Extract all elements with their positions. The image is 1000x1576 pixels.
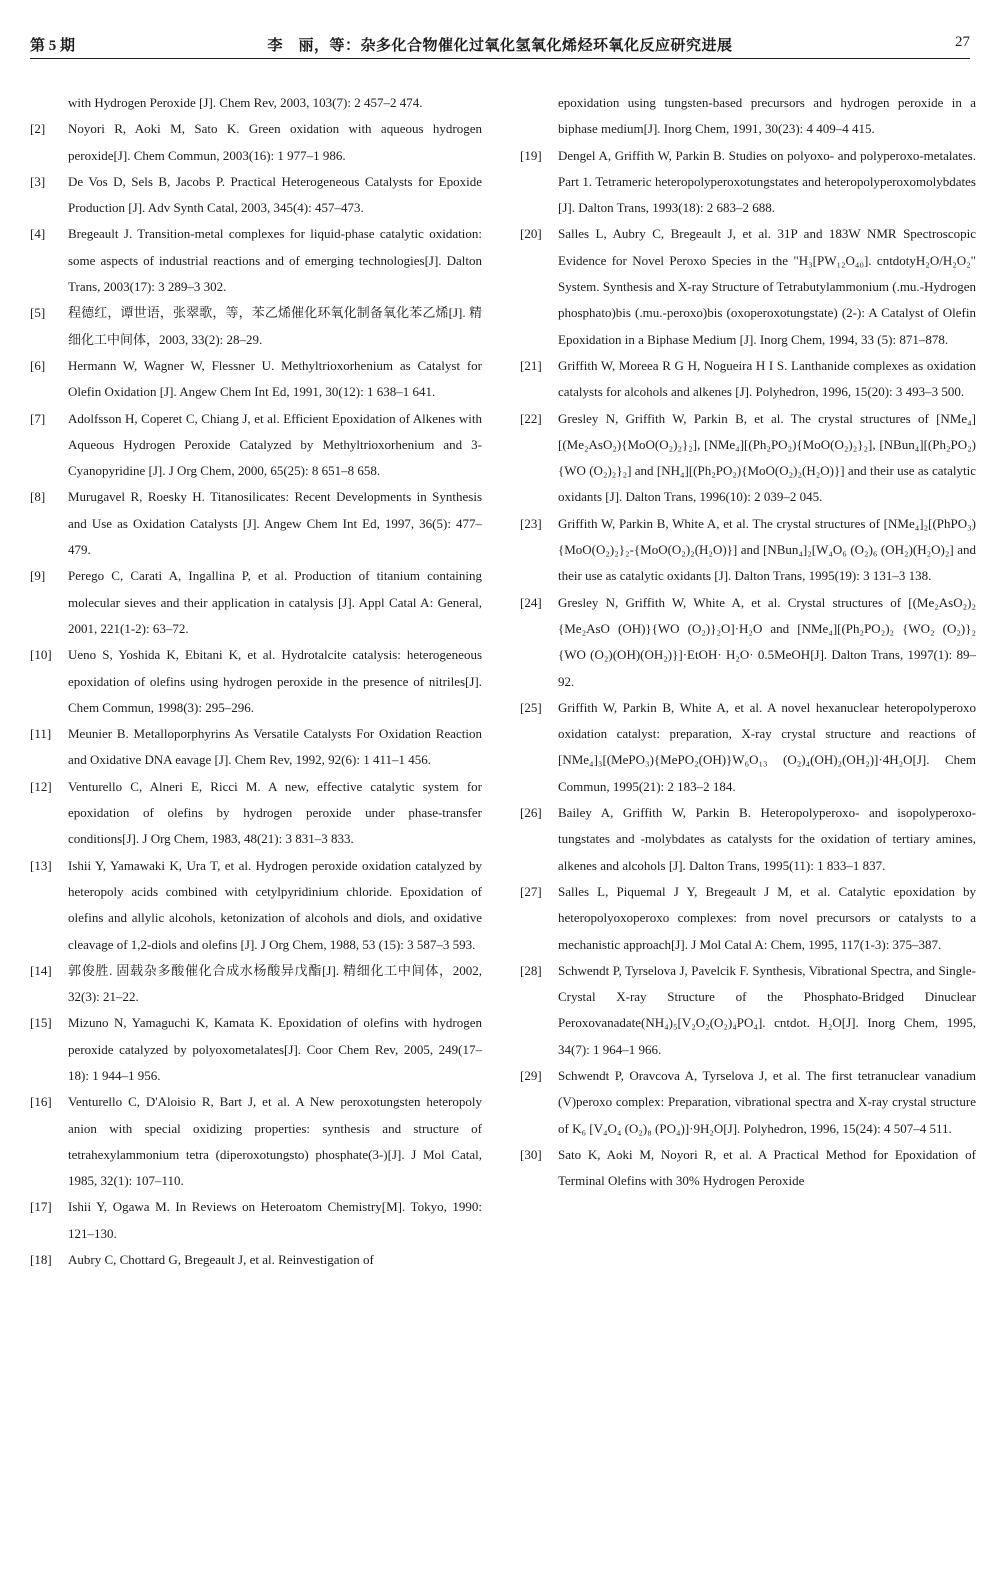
reference-entry <box>30 721 482 774</box>
reference-number: [7] <box>30 410 46 426</box>
running-header <box>30 28 970 59</box>
reference-text: Adolfsson H, Coperet C, Chiang J, et al. Efficient Epoxidation of Alkenes with Aqueous Hydrogen Peroxide Catalyzed by Methyltrioxorhenium and 3-Cyanopyridine [J]. J Org Chem, 2000, 65(25): 8 651–8 658. <box>68 410 482 479</box>
running-title: 李 丽，等：杂多化合物催化过氧化氢氧化烯烃环氧化反应研究进展 <box>267 38 733 54</box>
reference-entry <box>520 511 976 590</box>
reference-entry <box>30 406 482 485</box>
reference-number: [15] <box>30 1015 52 1031</box>
reference-entry <box>520 879 976 958</box>
reference-text: Ueno S, Yoshida K, Ebitani K, et al. Hydrotalcite catalysis: heterogeneous epoxidation of olefins using hydrogen peroxide in the presence of nitriles[J]. Chem Commun, 1998(3): 295–296. <box>68 647 482 715</box>
reference-number: [2] <box>30 121 46 137</box>
reference-entry <box>30 221 482 300</box>
reference-text: Gresley N, Griffith W, Parkin B, et al. The crystal structures of [NMe₄][(Me₂AsO₂){MoO(O₂)₂}₂], [NMe₄][(Ph₂PO₂){MoO(O₂)₂}₂], [NBun₄][(Ph₂PO₂){WO (O₂)₂}₂] and [NH₄][(Ph₂PO₂){MoO(O₂)₂(H₂O)}] and their use as catalytic oxidants [J]. Dalton Trans, 1996(10): 2 039–2 045. <box>558 410 976 505</box>
reference-text: Venturello C, Alneri E, Ricci M. A new, effective catalytic system for epoxidation of olefins by hydrogen peroxide under phase-transfer conditions[J]. J Org Chem, 1983, 48(21): 3 831–3 833. <box>68 778 482 847</box>
reference-number: [18] <box>30 1252 52 1268</box>
reference-text: Bailey A, Griffith W, Parkin B. Heteropolyperoxo- and isopolyperoxo-tungstates and -molybdates as catalysts for the oxidation of tertiary amines, alkenes and alcohols [J]. Dalton Trans, 1995(11): 1 833–1 837. <box>558 805 976 873</box>
reference-entry <box>520 143 976 222</box>
reference-text: Noyori R, Aoki M, Sato K. Green oxidation with aqueous hydrogen peroxide[J]. Chem Commun, 2003(16): 1 977–1 986. <box>68 121 482 163</box>
reference-number: [22] <box>520 410 542 426</box>
reference-number: [30] <box>520 1146 542 1162</box>
reference-text: 郭俊胜. 固载杂多酸催化合成水杨酸异戊酯[J]. 精细化工中间体，2002, 32(3): 21–22. <box>68 962 482 1005</box>
reference-number: [20] <box>520 226 542 242</box>
reference-text: Sato K, Aoki M, Noyori R, et al. A Practical Method for Epoxidation of Terminal Olefins with 30% Hydrogen Peroxide <box>558 1146 976 1189</box>
reference-entry <box>520 1063 976 1142</box>
reference-text: with Hydrogen Peroxide [J]. Chem Rev, 2003, 103(7): 2 457–2 474. <box>68 95 423 110</box>
reference-text: Schwendt P, Oravcova A, Tyrselova J, et al. The first tetranuclear vanadium (V)peroxo complex: Preparation, vibrational spectra and X-ray crystal structure of K₆ [V₄O₄ (O₂)₈ (PO₄)]·9H₂O[J]. Polyhedron, 1996, 15(24): 4 507–4 511. <box>558 1067 976 1136</box>
reference-entry <box>30 853 482 958</box>
reference-text: epoxidation using tungsten-based precursors and hydrogen peroxide in a biphase medium[J]. Inorg Chem, 1991, 30(23): 4 409–4 415. <box>558 95 976 137</box>
reference-text: Dengel A, Griffith W, Parkin B. Studies on polyoxo- and polyperoxo-metalates. Part 1. Tetrameric heteropolyperoxotungstates and heteropolyperoxomolybdates [J]. Dalton Trans, 1993(18): 2 683–2 688. <box>558 147 976 216</box>
reference-entry <box>30 1010 482 1089</box>
reference-text: Griffith W, Parkin B, White A, et al. The crystal structures of [NMe₄]₂[(PhPO₃){MoO(O₂)₂}₂-{MoO(O₂)₂(H₂O)}] and [NBun₄]₂[W₄O₆ (O₂)₆ (OH₂)(H₂O)₂] and their use as catalytic oxidants [J]. Dalton Trans, 1995(19): 3 131–3 138. <box>558 515 976 584</box>
reference-number: [27] <box>520 883 542 899</box>
reference-number: [17] <box>30 1199 52 1215</box>
reference-number: [25] <box>520 699 542 715</box>
reference-entry <box>30 1194 482 1247</box>
reference-text: Ishii Y, Ogawa M. In Reviews on Heteroatom Chemistry[M]. Tokyo, 1990: 121–130. <box>68 1199 482 1241</box>
reference-number: [8] <box>30 489 46 505</box>
page-number: 27 <box>955 34 970 50</box>
reference-text: Gresley N, Griffith W, White A, et al. Crystal structures of [(Me₂AsO₂)₂ {Me₂AsO (OH)}{WO (O₂)}₂O]·H₂O and [NMe₄][(Ph₂PO₂)₂ {WO₂ (O₂)}₂ {WO (O₂)(OH)(OH₂)}]·EtOH· H₂O· 0.5MeOH[J]. Dalton Trans, 1997(1): 89–92. <box>558 594 976 689</box>
reference-text: Mizuno N, Yamaguchi K, Kamata K. Epoxidation of olefins with hydrogen peroxide catalyzed by polyoxometalates[J]. Coor Chem Rev, 2005, 249(17–18): 1 944–1 956. <box>68 1015 482 1083</box>
reference-text: Bregeault J. Transition-metal complexes for liquid-phase catalytic oxidation: some aspects of industrial reactions and of emerging technologies[J]. Dalton Trans, 2003(17): 3 289–3 302. <box>68 226 482 295</box>
reference-text: Venturello C, D'Aloisio R, Bart J, et al. A New peroxotungsten heteropoly anion with special oxidizing properties: synthesis and structure of tetrahexylammonium tetra (diperoxotungsto) phosphate(3-)[J]. J Mol Catal, 1985, 32(1): 107–110. <box>68 1094 482 1189</box>
reference-text: 程德红，谭世语，张翠歌，等，苯乙烯催化环氧化制备氧化苯乙烯[J]. 精细化工中间体，2003, 33(2): 28–29. <box>68 305 482 347</box>
reference-text: Hermann W, Wagner W, Flessner U. Methyltrioxorhenium as Catalyst for Olefin Oxidation [J]. Angew Chem Int Ed, 1991, 30(12): 1 638–1 641. <box>68 357 482 400</box>
reference-number: [6] <box>30 357 46 373</box>
reference-number: [10] <box>30 647 52 663</box>
reference-number: [21] <box>520 357 542 373</box>
reference-number: [11] <box>30 726 52 742</box>
reference-entry <box>520 221 976 352</box>
reference-text: De Vos D, Sels B, Jacobs P. Practical Heterogeneous Catalysts for Epoxide Production [J]. Adv Synth Catal, 2003, 345(4): 457–473. <box>68 173 482 216</box>
reference-number: [28] <box>520 962 542 978</box>
reference-number: [12] <box>30 778 52 794</box>
reference-entry <box>30 1247 482 1273</box>
reference-text: Murugavel R, Roesky H. Titanosilicates: Recent Developments in Synthesis and Use as Oxidation Catalysts [J]. Angew Chem Int Ed, 1997, 36(5): 477–479. <box>68 489 482 558</box>
reference-number: [5] <box>30 305 46 321</box>
reference-entry <box>520 590 976 695</box>
reference-text: Schwendt P, Tyrselova J, Pavelcik F. Synthesis, Vibrational Spectra, and Single-Crystal X-ray Structure of the Phosphato-Bridged Dinuclear Peroxovanadate(NH₄)₅[V₂O₂(O₂)₄PO₄]. cntdot. H₂O[J]. Inorg Chem, 1995, 34(7): 1 964–1 966. <box>558 962 976 1057</box>
reference-entry <box>520 958 976 1063</box>
reference-entry <box>520 800 976 879</box>
reference-number: [29] <box>520 1067 542 1083</box>
reference-list-left-column <box>30 90 482 1273</box>
reference-entry <box>30 169 482 222</box>
reference-entry <box>30 1089 482 1194</box>
reference-text: Salles L, Piquemal J Y, Bregeault J M, et al. Catalytic epoxidation by heteropolyoxoperoxo complexes: from novel precursors or catalysts to a mechanistic approach[J]. J Mol Catal A: Chem, 1995, 117(1-3): 375–387. <box>558 883 976 952</box>
reference-text: Griffith W, Moreea R G H, Nogueira H I S. Lanthanide complexes as oxidation catalysts for alcohols and alkenes [J]. Polyhedron, 1996, 15(20): 3 493–3 500. <box>558 357 976 400</box>
reference-number: [23] <box>520 515 542 531</box>
reference-text: Griffith W, Parkin B, White A, et al. A novel hexanuclear heteropolyperoxo oxidation catalyst: preparation, X-ray crystal structure and reactions of [NMe₄]₃[(MePO₃){MePO₂(OH)}W₆O₁₃ (O₂)₄(OH)₂(OH₂)]·4H₂O[J]. Chem Commun, 1995(21): 2 183–2 184. <box>558 699 976 794</box>
reference-text: Aubry C, Chottard G, Bregeault J, et al. Reinvestigation of <box>68 1252 374 1268</box>
issue-number: 第 5 期 <box>30 38 76 54</box>
reference-entry <box>30 116 482 169</box>
reference-number: [13] <box>30 857 52 873</box>
reference-entry <box>30 958 482 1011</box>
reference-number: [16] <box>30 1094 52 1110</box>
reference-number: [3] <box>30 173 46 189</box>
reference-number: [4] <box>30 226 46 242</box>
reference-text: Perego C, Carati A, Ingallina P, et al. Production of titanium containing molecular sieves and their application in catalysis [J]. Appl Catal A: General, 2001, 221(1-2): 63–72. <box>68 568 482 636</box>
reference-entry <box>30 563 482 642</box>
reference-text: Ishii Y, Yamawaki K, Ura T, et al. Hydrogen peroxide oxidation catalyzed by heteropoly acids combined with cetylpyridinium chloride. Epoxidation of olefins and allylic alcohols, ketonization of alcohols and diols, and oxidative cleavage of 1,2-diols and olefins [J]. J Org Chem, 1988, 53 (15): 3 587–3 593. <box>68 857 482 952</box>
reference-entry <box>30 642 482 721</box>
reference-number: [26] <box>520 805 542 821</box>
reference-entry <box>30 353 482 406</box>
reference-entry <box>30 90 482 116</box>
reference-text: Meunier B. Metalloporphyrins As Versatile Catalysts For Oxidation Reaction and Oxidative DNA eavage [J]. Chem Rev, 1992, 92(6): 1 411–1 456. <box>68 726 482 768</box>
reference-entry <box>520 695 976 800</box>
reference-list-right-column <box>520 90 976 1194</box>
reference-text: Salles L, Aubry C, Bregeault J, et al. 31P and 183W NMR Spectroscopic Evidence for Novel Peroxo Species in the "H₃[PW₁₂O₄₀]. cntdotyH₂O/H₂O₂" System. Synthesis and X-ray Structure of Tetrabutylammonium (.mu.-Hydrogen phosphato)bis (.mu.-peroxo)bis (oxoperoxotungstate) (2-): A Catalyst of Olefin Epoxidation in a Biphase Medium [J]. Inorg Chem, 1994, 33 (5): 871–878. <box>558 226 976 347</box>
reference-entry <box>30 300 482 353</box>
reference-entry <box>520 353 976 406</box>
reference-entry <box>30 774 482 853</box>
reference-entry <box>520 1142 976 1195</box>
reference-entry <box>520 90 976 143</box>
reference-number: [14] <box>30 962 52 978</box>
reference-entry <box>520 406 976 511</box>
reference-entry <box>30 484 482 563</box>
reference-number: [19] <box>520 147 542 163</box>
reference-number: [9] <box>30 568 46 584</box>
reference-number: [24] <box>520 594 542 610</box>
